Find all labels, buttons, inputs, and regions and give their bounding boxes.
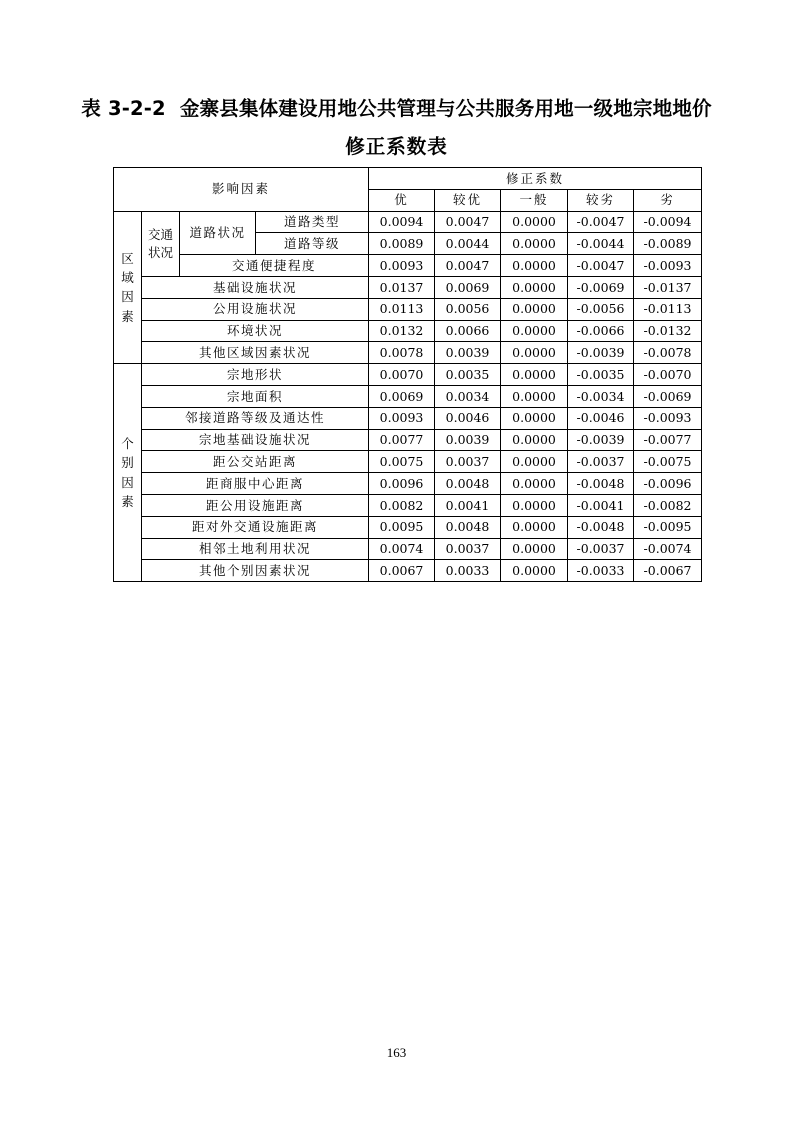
value-cell: -0.0078 <box>634 342 702 364</box>
value-cell: -0.0066 <box>568 320 634 342</box>
row-label: 其他个别因素状况 <box>142 560 369 582</box>
value-cell: 0.0000 <box>501 560 568 582</box>
value-cell: 0.0000 <box>501 320 568 342</box>
value-cell: 0.0093 <box>369 407 435 429</box>
value-cell: 0.0096 <box>369 473 435 495</box>
table-row <box>114 342 702 364</box>
value-cell: 0.0000 <box>501 211 568 233</box>
level-header: 优 <box>369 189 435 211</box>
level-header: 较优 <box>435 189 501 211</box>
table-row <box>114 211 702 233</box>
value-cell: 0.0037 <box>435 451 501 473</box>
value-cell: -0.0075 <box>634 451 702 473</box>
value-cell: 0.0047 <box>435 255 501 277</box>
traffic-group: 交通 状况 <box>142 211 180 276</box>
value-cell: 0.0113 <box>369 298 435 320</box>
value-cell: 0.0070 <box>369 364 435 386</box>
value-cell: -0.0093 <box>634 255 702 277</box>
value-cell: 0.0048 <box>435 473 501 495</box>
value-cell: -0.0074 <box>634 538 702 560</box>
value-cell: -0.0037 <box>568 538 634 560</box>
value-cell: 0.0077 <box>369 429 435 451</box>
page-number: 163 <box>386 1045 407 1060</box>
row-label: 公用设施状况 <box>142 298 369 320</box>
value-cell: 0.0046 <box>435 407 501 429</box>
value-cell: -0.0048 <box>568 473 634 495</box>
value-cell: 0.0000 <box>501 298 568 320</box>
value-cell: -0.0082 <box>634 494 702 516</box>
value-cell: 0.0000 <box>501 255 568 277</box>
value-cell: 0.0074 <box>369 538 435 560</box>
value-cell: -0.0048 <box>568 516 634 538</box>
value-cell: 0.0048 <box>435 516 501 538</box>
value-cell: 0.0075 <box>369 451 435 473</box>
value-cell: -0.0067 <box>634 560 702 582</box>
table-row <box>114 451 702 473</box>
table-row <box>114 276 702 298</box>
value-cell: 0.0000 <box>501 494 568 516</box>
row-label: 基础设施状况 <box>142 276 369 298</box>
value-cell: 0.0137 <box>369 276 435 298</box>
row-label: 环境状况 <box>142 320 369 342</box>
row-label: 宗地面积 <box>142 385 369 407</box>
value-cell: -0.0093 <box>634 407 702 429</box>
value-cell: 0.0000 <box>501 364 568 386</box>
value-cell: 0.0000 <box>501 276 568 298</box>
value-cell: -0.0069 <box>568 276 634 298</box>
table-number: 表 3-2-2 <box>81 97 166 120</box>
value-cell: -0.0113 <box>634 298 702 320</box>
value-cell: 0.0000 <box>501 233 568 255</box>
road-group: 道路状况 <box>180 211 256 255</box>
value-cell: 0.0000 <box>501 342 568 364</box>
row-label: 宗地基础设施状况 <box>142 429 369 451</box>
table-row <box>114 364 702 386</box>
value-cell: 0.0047 <box>435 211 501 233</box>
value-cell: 0.0089 <box>369 233 435 255</box>
row-label: 相邻土地利用状况 <box>142 538 369 560</box>
value-cell: 0.0033 <box>435 560 501 582</box>
value-cell: 0.0069 <box>435 276 501 298</box>
value-cell: 0.0000 <box>501 385 568 407</box>
row-label: 距对外交通设施距离 <box>142 516 369 538</box>
value-cell: -0.0047 <box>568 255 634 277</box>
table-row <box>114 429 702 451</box>
value-cell: -0.0132 <box>634 320 702 342</box>
row-label: 宗地形状 <box>142 364 369 386</box>
value-cell: -0.0094 <box>634 211 702 233</box>
row-label: 其他区域因素状况 <box>142 342 369 364</box>
value-cell: -0.0070 <box>634 364 702 386</box>
value-cell: -0.0077 <box>634 429 702 451</box>
table-row <box>114 320 702 342</box>
value-cell: -0.0089 <box>634 233 702 255</box>
value-cell: -0.0039 <box>568 342 634 364</box>
table-row <box>114 407 702 429</box>
level-header: 较劣 <box>568 189 634 211</box>
value-cell: -0.0095 <box>634 516 702 538</box>
value-cell: -0.0039 <box>568 429 634 451</box>
individual-factors-group: 个 别 因 素 <box>114 364 142 582</box>
table-row <box>114 473 702 495</box>
value-cell: -0.0069 <box>634 385 702 407</box>
value-cell: 0.0067 <box>369 560 435 582</box>
row-label: 距商服中心距离 <box>142 473 369 495</box>
value-cell: 0.0035 <box>435 364 501 386</box>
table-row <box>114 516 702 538</box>
value-cell: 0.0093 <box>369 255 435 277</box>
value-cell: 0.0056 <box>435 298 501 320</box>
table-title-line2: 修正系数表 <box>345 135 448 158</box>
value-cell: 0.0000 <box>501 473 568 495</box>
header-row-1 <box>114 168 702 190</box>
value-cell: 0.0095 <box>369 516 435 538</box>
table-row <box>114 560 702 582</box>
value-cell: 0.0066 <box>435 320 501 342</box>
value-cell: -0.0046 <box>568 407 634 429</box>
value-cell: 0.0039 <box>435 342 501 364</box>
row-label: 道路类型 <box>256 211 369 233</box>
row-label: 距公交站距离 <box>142 451 369 473</box>
value-cell: 0.0037 <box>435 538 501 560</box>
table-row <box>114 385 702 407</box>
level-header: 劣 <box>634 189 702 211</box>
value-cell: 0.0000 <box>501 538 568 560</box>
table-row <box>114 538 702 560</box>
header-coefficient: 修正系数 <box>369 168 702 190</box>
value-cell: 0.0082 <box>369 494 435 516</box>
row-label: 交通便捷程度 <box>180 255 369 277</box>
value-cell: 0.0000 <box>501 429 568 451</box>
value-cell: -0.0047 <box>568 211 634 233</box>
value-cell: 0.0034 <box>435 385 501 407</box>
value-cell: -0.0035 <box>568 364 634 386</box>
table-row <box>114 494 702 516</box>
value-cell: -0.0137 <box>634 276 702 298</box>
value-cell: 0.0132 <box>369 320 435 342</box>
table-row <box>114 298 702 320</box>
value-cell: -0.0037 <box>568 451 634 473</box>
value-cell: -0.0034 <box>568 385 634 407</box>
value-cell: 0.0000 <box>501 407 568 429</box>
row-label: 邻接道路等级及通达性 <box>142 407 369 429</box>
value-cell: 0.0039 <box>435 429 501 451</box>
value-cell: 0.0041 <box>435 494 501 516</box>
correction-coefficient-table <box>113 167 702 582</box>
table-title <box>0 93 793 121</box>
value-cell: 0.0044 <box>435 233 501 255</box>
value-cell: 0.0069 <box>369 385 435 407</box>
value-cell: -0.0044 <box>568 233 634 255</box>
value-cell: 0.0000 <box>501 451 568 473</box>
value-cell: -0.0056 <box>568 298 634 320</box>
level-header: 一般 <box>501 189 568 211</box>
table-title-line1: 金寨县集体建设用地公共管理与公共服务用地一级地宗地地价 <box>179 97 712 120</box>
value-cell: -0.0096 <box>634 473 702 495</box>
row-label: 距公用设施距离 <box>142 494 369 516</box>
value-cell: -0.0033 <box>568 560 634 582</box>
region-factors-group: 区 域 因 素 <box>114 211 142 364</box>
row-label: 道路等级 <box>256 233 369 255</box>
value-cell: 0.0000 <box>501 516 568 538</box>
value-cell: 0.0094 <box>369 211 435 233</box>
value-cell: 0.0078 <box>369 342 435 364</box>
table-row <box>114 255 702 277</box>
value-cell: -0.0041 <box>568 494 634 516</box>
header-factor: 影响因素 <box>114 168 369 212</box>
